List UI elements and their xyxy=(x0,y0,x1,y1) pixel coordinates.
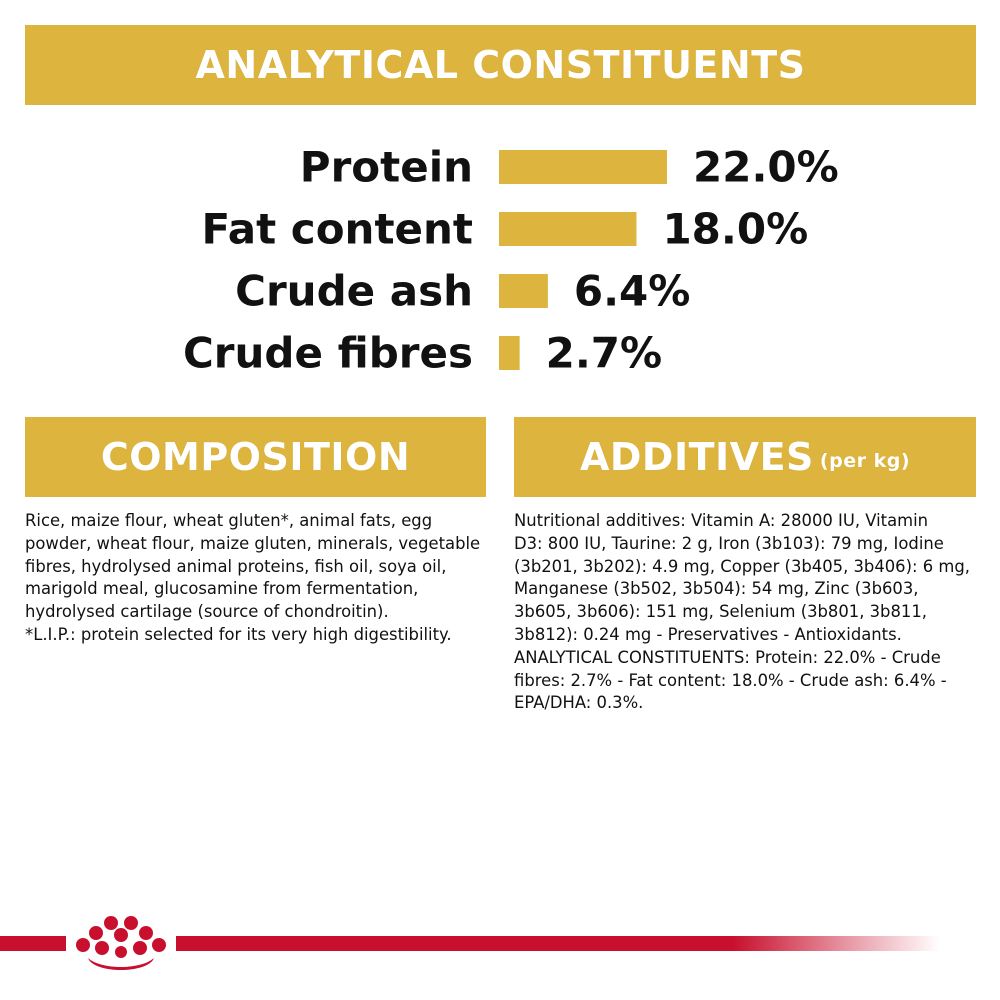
composition-banner xyxy=(25,417,486,497)
composition-title: COMPOSITION xyxy=(100,435,411,479)
crude-ash-value: 6.4% xyxy=(573,266,691,316)
crude-fibres-label: Crude fibres xyxy=(182,328,473,378)
composition-line: marigold meal, glucosamine from fermentation, xyxy=(25,579,419,599)
additives-line: fibres: 2.7% - Fat content: 18.0% - Crude ash: 6.4% - xyxy=(514,670,947,690)
crude-fibres-bar xyxy=(499,336,520,370)
additives-line: ANALYTICAL CONSTITUENTS: Protein: 22.0% - Crude xyxy=(514,647,941,667)
additives-line: (3b201, 3b202): 4.9 mg, Copper (3b405, 3b406): 6 mg, xyxy=(514,556,970,576)
analytical-constituents-title: ANALYTICAL CONSTITUENTS xyxy=(195,43,806,87)
composition-line: Rice, maize flour, wheat gluten*, animal fats, egg xyxy=(25,511,433,530)
additives-line: 3b605, 3b606): 151 mg, Selenium (3b801, 3b811, xyxy=(514,602,927,622)
fat-content-label: Fat content xyxy=(201,204,473,254)
composition-line: hydrolysed cartilage (source of chondroitin). xyxy=(25,602,389,622)
composition-footnote: *L.I.P.: protein selected for its very high digestibility. xyxy=(25,624,452,644)
additives-banner xyxy=(514,417,976,497)
additives-line: Nutritional additives: Vitamin A: 28000 IU, Vitamin xyxy=(514,511,929,530)
analytical-constituents-chart xyxy=(0,130,1000,400)
additives-line: D3: 800 IU, Taurine: 2 g, Iron (3b103): 79 mg, Iodine xyxy=(514,533,944,553)
protein-label: Protein xyxy=(299,142,473,192)
fat-content-bar xyxy=(499,212,636,246)
additives-line: 3b812): 0.24 mg - Preservatives - Antioxidants. xyxy=(514,624,902,644)
analytical-constituents-banner xyxy=(25,25,976,105)
additives-line: Manganese (3b502, 3b504): 54 mg, Zinc (3b603, xyxy=(514,579,919,599)
protein-bar xyxy=(499,150,667,184)
protein-value: 22.0% xyxy=(693,142,839,192)
additives-subtitle: (per kg) xyxy=(819,450,910,472)
crude-ash-label: Crude ash xyxy=(235,266,473,316)
additives-line: EPA/DHA: 0.3%. xyxy=(514,693,644,713)
additives-title: ADDITIVES xyxy=(579,435,814,479)
composition-text xyxy=(25,510,495,647)
crude-ash-bar xyxy=(499,274,548,308)
composition-line: powder, wheat flour, maize gluten, minerals, vegetable xyxy=(25,533,481,553)
additives-text xyxy=(514,510,984,715)
composition-line: fibres, hydrolysed animal proteins, fish oil, soya oil, xyxy=(25,556,447,576)
royal-canin-crown-icon xyxy=(66,912,176,978)
crude-fibres-value: 2.7% xyxy=(545,328,663,378)
fat-content-value: 18.0% xyxy=(662,204,809,254)
